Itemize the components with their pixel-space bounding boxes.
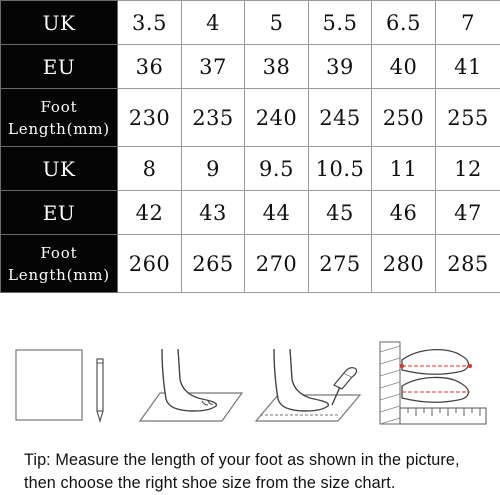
size-row: [1, 191, 500, 235]
size-cell: 39: [309, 45, 372, 89]
row-header-text: EU: [1, 55, 117, 79]
size-cell: 8: [118, 147, 182, 191]
size-cell: 46: [372, 191, 436, 235]
size-cell: 36: [118, 45, 182, 89]
row-header: [1, 191, 118, 235]
size-cell: 7: [436, 1, 500, 45]
size-cell: 40: [372, 45, 436, 89]
size-cell: 4: [182, 1, 245, 45]
size-cell: 6.5: [372, 1, 436, 45]
size-cell: 3.5: [118, 1, 182, 45]
row-header: [1, 235, 118, 293]
tip-line-2: then choose the right shoe size from the size chart.: [24, 472, 496, 495]
size-cell: 5: [245, 1, 309, 45]
size-cell: 275: [309, 235, 372, 293]
row-header-text: Length(mm): [1, 264, 117, 286]
row-header: [1, 45, 118, 89]
size-cell: 44: [245, 191, 309, 235]
marking-heel-and-toe-icon: [252, 343, 362, 425]
size-cell: 240: [245, 89, 309, 147]
size-cell: 9.5: [245, 147, 309, 191]
size-cell: 37: [182, 45, 245, 89]
measurement-tip: [24, 449, 496, 495]
size-cell: 250: [372, 89, 436, 147]
size-cell: 9: [182, 147, 245, 191]
row-header: [1, 147, 118, 191]
size-cell: 11: [372, 147, 436, 191]
size-cell: 285: [436, 235, 500, 293]
row-header-text: Foot: [1, 242, 117, 264]
row-header-text: Length(mm): [1, 118, 117, 140]
size-cell: 41: [436, 45, 500, 89]
row-header-text: Foot: [1, 96, 117, 118]
size-row: [1, 1, 500, 45]
size-cell: 5.5: [309, 1, 372, 45]
size-row: [1, 89, 500, 147]
size-cell: 42: [118, 191, 182, 235]
row-header: [1, 89, 118, 147]
tip-line-1: Tip: Measure the length of your foot as shown in the picture,: [24, 449, 496, 472]
size-cell: 270: [245, 235, 309, 293]
size-cell: 10.5: [309, 147, 372, 191]
row-header-text: UK: [1, 157, 117, 181]
size-row: [1, 235, 500, 293]
paper-and-pencil-icon: [14, 343, 114, 425]
size-cell: 47: [436, 191, 500, 235]
row-header-text: UK: [1, 11, 117, 35]
size-cell: 12: [436, 147, 500, 191]
size-cell: 38: [245, 45, 309, 89]
size-cell: 245: [309, 89, 372, 147]
foot-on-paper-icon: [138, 343, 242, 425]
size-cell: 230: [118, 89, 182, 147]
size-cell: 280: [372, 235, 436, 293]
measuring-foot-length-icon: [378, 340, 490, 430]
row-header-text: EU: [1, 201, 117, 225]
size-cell: 265: [182, 235, 245, 293]
size-cell: 255: [436, 89, 500, 147]
size-cell: 43: [182, 191, 245, 235]
size-cell: 260: [118, 235, 182, 293]
size-cell: 45: [309, 191, 372, 235]
size-row: [1, 45, 500, 89]
size-row: [1, 147, 500, 191]
row-header: [1, 1, 118, 45]
size-cell: 235: [182, 89, 245, 147]
size-chart-body: [1, 1, 500, 293]
